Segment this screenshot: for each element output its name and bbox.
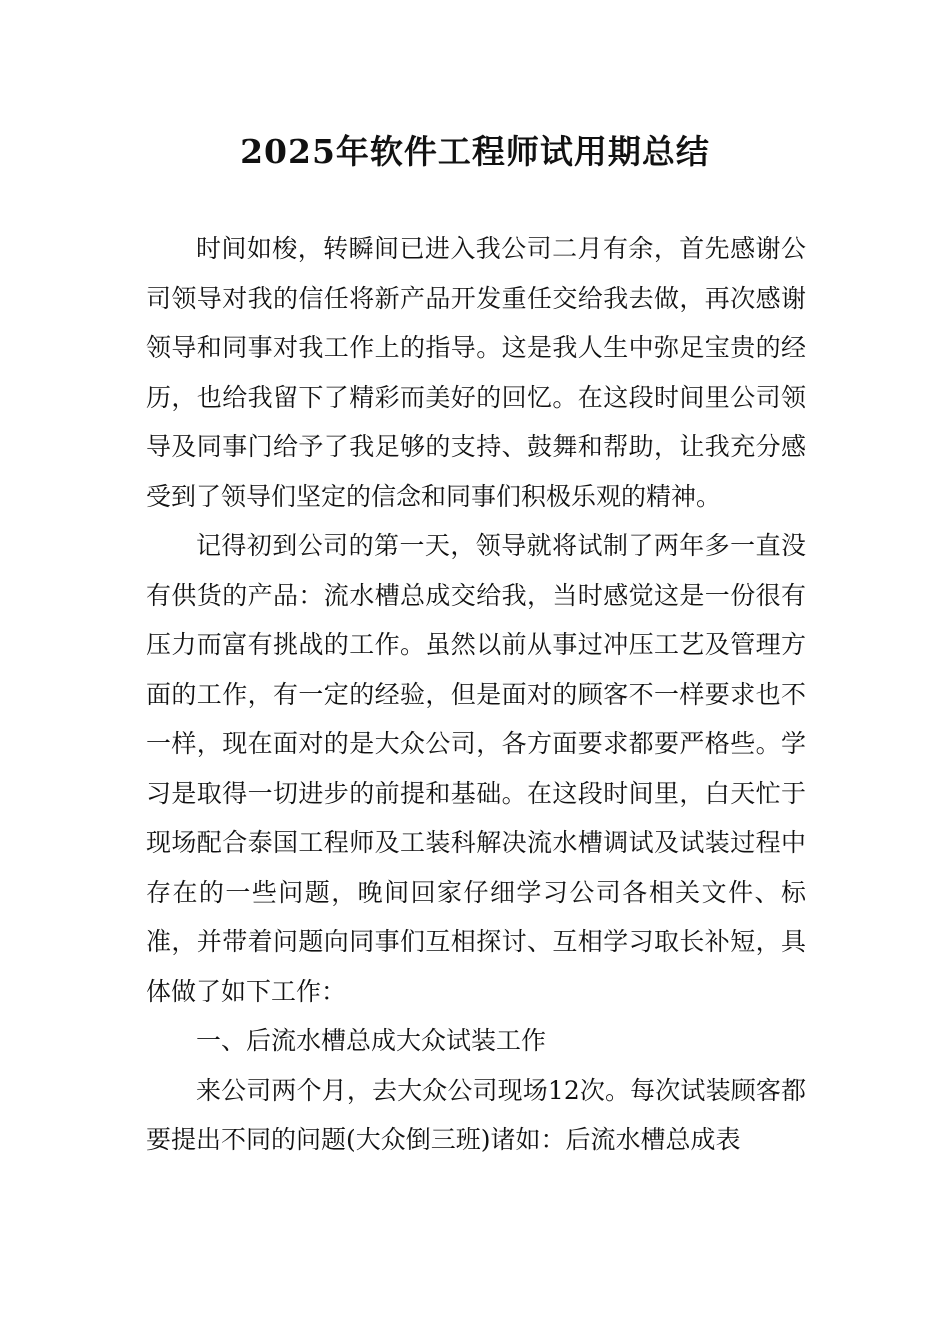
document-body (146, 224, 806, 1165)
paragraph-intro: 时间如梭，转瞬间已进入我公司二月有余，首先感谢公司领导对我的信任将新产品开发重任交给我去做，再次感谢领导和同事对我工作上的指导。这是我人生中弥足宝贵的经历，也给我留下了精彩而美好的回忆。在这段时间里公司领导及同事门给予了我足够的支持、鼓舞和帮助，让我充分感受到了领导们坚定的信念和同事们积极乐观的精神。 (146, 234, 806, 511)
paragraph-section-one: 来公司两个月，去大众公司现场12次。每次试装顾客都要提出不同的问题(大众倒三班)诸如：后流水槽总成表 (146, 1075, 806, 1154)
document-title: 2025年软件工程师试用期总结 (240, 132, 710, 171)
section-heading: 一、后流水槽总成大众试装工作 (196, 1026, 547, 1055)
paragraph-first-day: 记得初到公司的第一天，领导就将试制了两年多一直没有供货的产品：流水槽总成交给我，当时感觉这是一份很有压力而富有挑战的工作。虽然以前从事过冲压工艺及管理方面的工作，有一定的经验，但是面对的顾客不一样要求也不一样，现在面对的是大众公司，各方面要求都要严格些。学习是取得一切进步的前提和基础。在这段时间里，白天忙于现场配合泰国工程师及工装科解决流水槽调试及试装过程中存在的一些问题，晚间回家仔细学习公司各相关文件、标准，并带着问题向同事们互相探讨、互相学习取长补短，具体做了如下工作： (146, 531, 806, 1006)
